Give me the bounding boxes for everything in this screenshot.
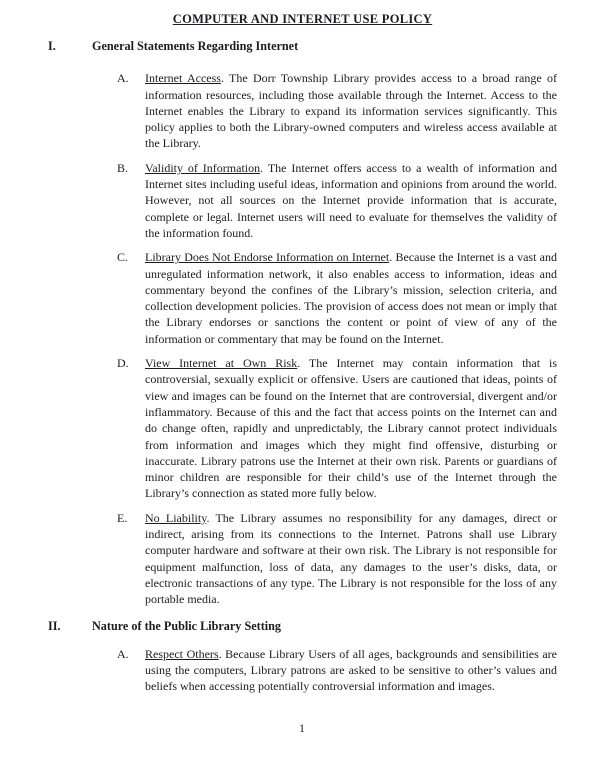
item-letter: E. [117, 510, 128, 525]
item-paragraph [145, 510, 557, 608]
policy-item [117, 249, 557, 347]
policy-item [117, 510, 557, 608]
item-label: Library Does Not Endorse Information on Internet [145, 250, 390, 265]
section-heading-row [48, 38, 557, 54]
item-paragraph [145, 160, 557, 241]
item-text: . The Internet offers access to a wealth of information and Internet sites including useful ideas, information and opinions from around the world. However, not all sources on the Internet provide information that is accurate, complete or legal. Internet users will need to evaluate for themselves the validity of the information found. [145, 160, 558, 240]
item-paragraph [145, 646, 557, 695]
page-title: COMPUTER AND INTERNET USE POLICY [172, 12, 433, 26]
item-paragraph [145, 249, 557, 347]
item-label: Validity of Information [145, 160, 261, 175]
item-label: Internet Access [145, 71, 221, 86]
policy-item [117, 646, 557, 695]
item-label: Respect Others [145, 646, 219, 661]
item-text: . Because Library Users of all ages, backgrounds and sensibilities are using the computers, Library patrons are asked to be sensitive to other’s values and beliefs when accessing potentially controversial information and images. [145, 646, 558, 694]
item-text: . Because the Internet is a vast and unregulated information network, it also enables access to information, ideas and commentary beyond the confines of the Library’s mission, selection criteria, and collection development policies. The provision of access does not mean or imply that the Library endorses or sanctions the content or point of view of any of the information or commentary that may be found on the Internet. [145, 250, 557, 346]
policy-item [117, 355, 557, 502]
item-letter: A. [117, 71, 129, 86]
item-letter: C. [117, 250, 129, 265]
item-letter: D. [117, 356, 129, 371]
item-label: No Liability [145, 510, 207, 525]
item-text: . The Dorr Township Library provides access to a broad range of information resources, including those available through the Internet. Access to the Internet enables the Library to expand its information services significantly. This policy applies to both the Library-owned computers and wireless access available at the Library. [145, 71, 557, 151]
item-text: . The Library assumes no responsibility for any damages, direct or indirect, arising from its connections to the Internet. Patrons shall use Library computer hardware and software at their own risk. The Library is not responsible for equipment malfunction, loss of data, any damages to the user’s disks, data, or electronic transactions of any type. The Library is not responsible for the loss of any portable media. [145, 510, 557, 607]
section-heading: Nature of the Public Library Setting [92, 618, 282, 633]
page-number: 1 [299, 721, 305, 735]
section-numeral: I. [48, 39, 56, 53]
item-label: View Internet at Own Risk [145, 356, 298, 371]
policy-item [117, 70, 557, 151]
policy-item [117, 160, 557, 241]
section-heading: General Statements Regarding Internet [92, 39, 299, 53]
item-letter: B. [117, 160, 129, 175]
item-letter: A. [117, 646, 129, 661]
item-text: . The Internet may contain information that is controversial, sexually explicit or offensive. Users are cautioned that ideas, points of view and images can be found on the Internet that are controversial, divergent and/or inflammatory. Because of this and the fact that access points on the Internet can and do change often, rapidly and unpredictably, the Library cannot protect individuals from information and images which they might find offensive, disturbing or inaccurate. Library patrons use the Internet at their own risk. Parents or guardians of minor children are responsible for their child’s use of the Internet through the Library’s connection as stated more fully below. [145, 356, 557, 501]
item-paragraph [145, 355, 557, 502]
section-numeral: II. [48, 618, 61, 633]
section-heading-row [48, 618, 557, 634]
item-paragraph [145, 70, 557, 151]
